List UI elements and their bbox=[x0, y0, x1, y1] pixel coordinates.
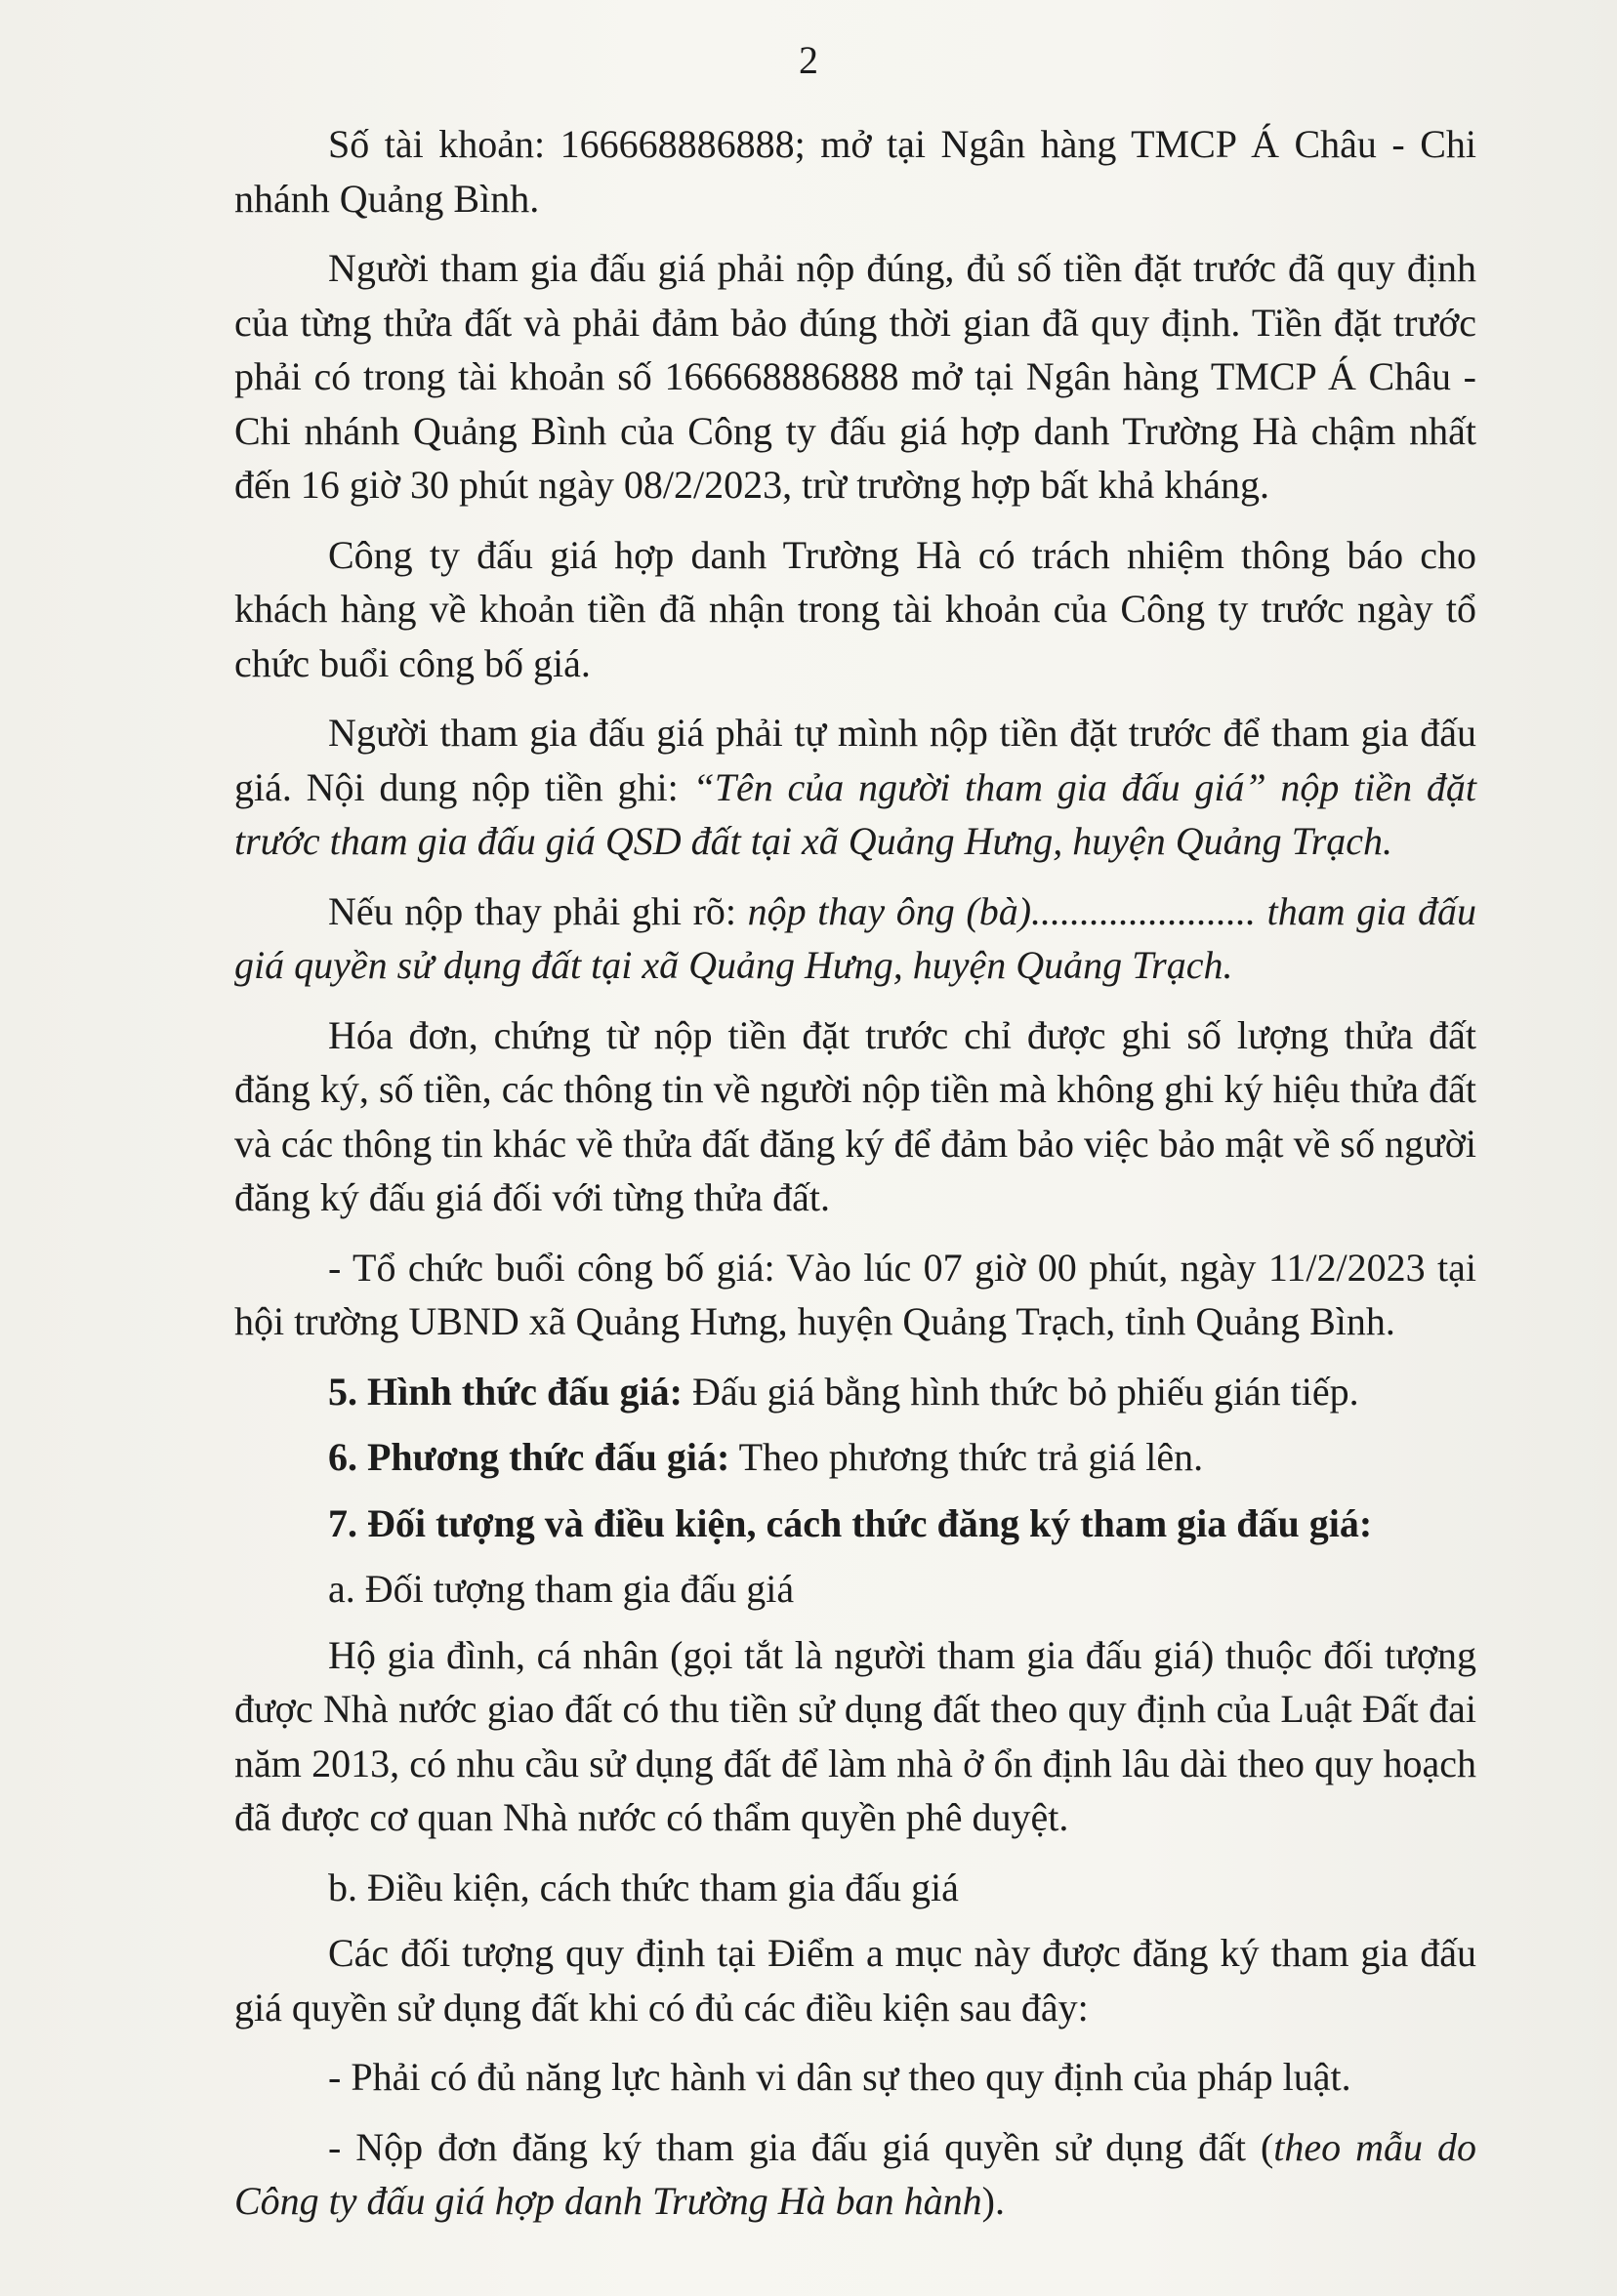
paragraph-participants: Hộ gia đình, cá nhân (gọi tắt là người tham gia đấu giá) thuộc đối tượng được Nhà nước giao đất có thu tiền sử dụng đất theo quy định của Luật Đất đai năm 2013, có nhu cầu sử dụng đất để làm nhà ở ổn định lâu dài theo quy hoạch đã được cơ quan Nhà nước có thẩm quyền phê duyệt. bbox=[234, 1632, 1476, 1839]
paragraph-auction-method bbox=[234, 1430, 1476, 1485]
paragraph-payment-content bbox=[234, 706, 1476, 869]
paragraph-deposit-requirement: Người tham gia đấu giá phải nộp đúng, đủ số tiền đặt trước đã quy định của từng thửa đất và phải đảm bảo đúng thời gian đã quy định. Tiền đặt trước phải có trong tài khoản số 166668886888 mở tại Ngân hàng TMCP Á Châu - Chi nhánh Quảng Bình của Công ty đấu giá hợp danh Trường Hà chậm nhất đến 16 giờ 30 phút ngày 08/2/2023, trừ trường hợp bất khả kháng. bbox=[234, 246, 1476, 507]
paragraph-condition-application bbox=[234, 2120, 1476, 2229]
paragraph-conditions-intro: Các đối tượng quy định tại Điểm a mục này được đăng ký tham gia đấu giá quyền sử dụng đất khi có đủ các điều kiện sau đây: bbox=[234, 1931, 1476, 2030]
paragraph-condition-capacity: - Phải có đủ năng lực hành vi dân sự theo quy định của pháp luật. bbox=[328, 2055, 1351, 2099]
auction-form-text: Đấu giá bằng hình thức bỏ phiếu gián tiếp. bbox=[682, 1369, 1359, 1414]
auction-method-text: Theo phương thức trả giá lên. bbox=[729, 1435, 1204, 1479]
section-heading-eligibility: 7. Đối tượng và điều kiện, cách thức đăng ký tham gia đấu giá: bbox=[328, 1500, 1373, 1545]
page-number: 2 bbox=[799, 38, 818, 82]
application-text-end: ). bbox=[981, 2179, 1005, 2223]
payment-content-text: Người tham gia đấu giá phải tự mình nộp tiền đặt trước để tham gia đấu giá. Nội dung nộp tiền ghi: bbox=[234, 711, 1476, 809]
document-body bbox=[234, 117, 1476, 2244]
subheading-participants: a. Đối tượng tham gia đấu giá bbox=[328, 1567, 795, 1611]
proxy-payment-text: Nếu nộp thay phải ghi rõ: bbox=[328, 888, 748, 933]
auction-method-label: 6. Phương thức đấu giá: bbox=[328, 1435, 730, 1479]
payment-content-note: “Tên của người tham gia đấu giá” nộp tiền đặt trước tham gia đấu giá QSD đất tại xã Quảng Hưng, huyện Quảng Trạch. bbox=[234, 764, 1477, 863]
paragraph-price-announcement: - Tổ chức buổi công bố giá: Vào lúc 07 giờ 00 phút, ngày 11/2/2023 tại hội trường UBND xã Quảng Hưng, huyện Quảng Trạch, tỉnh Quảng Bình. bbox=[234, 1245, 1476, 1343]
paragraph-auction-form bbox=[234, 1365, 1476, 1419]
application-form-note: theo mẫu do Công ty đấu giá hợp danh Trường Hà ban hành bbox=[234, 2124, 1476, 2223]
auction-form-label: 5. Hình thức đấu giá: bbox=[328, 1369, 683, 1414]
paragraph-company-notice: Công ty đấu giá hợp danh Trường Hà có trách nhiệm thông báo cho khách hàng về khoản tiền đã nhận trong tài khoản của Công ty trước ngày tổ chức buổi công bố giá. bbox=[234, 532, 1476, 685]
paragraph-proxy-payment bbox=[234, 884, 1476, 993]
paragraph-account-number: Số tài khoản: 166668886888; mở tại Ngân hàng TMCP Á Châu - Chi nhánh Quảng Bình. bbox=[234, 122, 1476, 221]
paragraph-invoice-rules: Hóa đơn, chứng từ nộp tiền đặt trước chỉ được ghi số lượng thửa đất đăng ký, số tiền, các thông tin về người nộp tiền mà không ghi ký hiệu thửa đất và các thông tin khác về thửa đất đăng ký để đảm bảo việc bảo mật về số người đăng ký đấu giá đối với từng thửa đất. bbox=[234, 1012, 1476, 1219]
subheading-conditions: b. Điều kiện, cách thức tham gia đấu giá bbox=[328, 1865, 959, 1909]
application-text: - Nộp đơn đăng ký tham gia đấu giá quyền sử dụng đất ( bbox=[328, 2124, 1274, 2169]
proxy-payment-note: nộp thay ông (bà)....................... tham gia đấu giá quyền sử dụng đất tại xã Quảng Hưng, huyện Quảng Trạch. bbox=[234, 888, 1477, 987]
